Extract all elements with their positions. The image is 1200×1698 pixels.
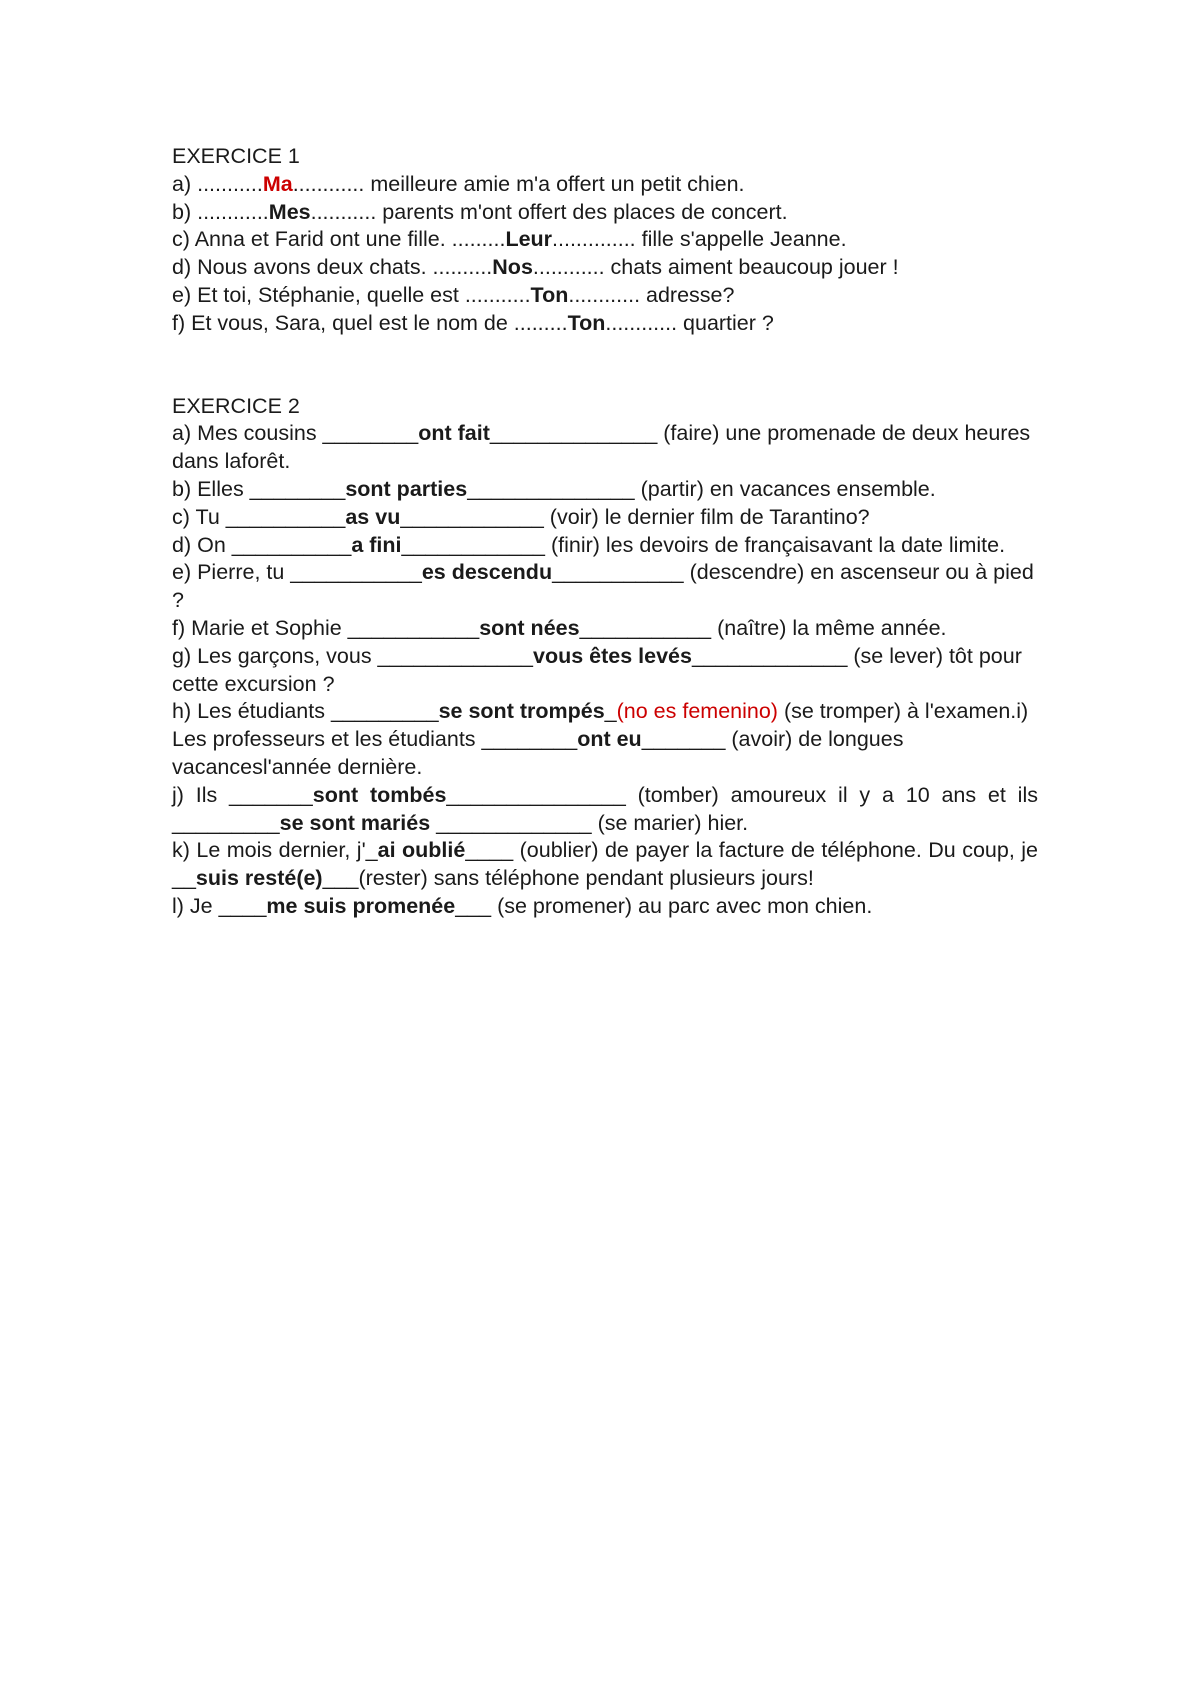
item-answer: Leur (505, 227, 553, 252)
item-answer: ont fait (418, 421, 490, 446)
exercise-1-item-a (172, 171, 1038, 199)
item-text: e) Pierre, tu ___________ (172, 560, 422, 585)
item-answer: ai oublié (377, 838, 466, 863)
item-text: ___________ (descendre) en ascenseur ou à pied ? (172, 560, 1034, 613)
item-text: Et toi, Stéphanie, quelle est ........... (191, 282, 531, 307)
item-label: b) (172, 199, 192, 224)
item-text: ______________ (partir) en vacances ensemble. (467, 476, 936, 501)
exercise-2-title: EXERCICE 2 (172, 393, 300, 418)
item-text: g) Les garçons, vous _____________ (172, 643, 533, 668)
item-text: ............ adresse? (568, 282, 735, 307)
exercise-1-item-c (172, 226, 1038, 254)
exercise-2-item-j (172, 782, 1038, 838)
item-text: (se tromper) à l'examen.i) Les professeurs et les étudiants ________ (172, 699, 1029, 752)
item-text: f) Marie et Sophie ___________ (172, 615, 480, 640)
exercise-1-item-e (172, 282, 1038, 310)
item-text: ______________ (faire) une promenade de deux heures dans laforêt. (172, 421, 1031, 474)
item-text: ___(rester) sans téléphone pendant plusieurs jours! (322, 866, 814, 891)
exercise-2-item-g (172, 643, 1038, 699)
item-text: ........... (191, 171, 263, 196)
item-answer: Nos (492, 255, 533, 280)
exercise-2-item-c (172, 504, 1038, 532)
item-text: Nous avons deux chats. .......... (191, 255, 493, 280)
exercise-2-item-l (172, 893, 1038, 921)
item-label: d) (172, 255, 192, 280)
exercise-2-item-h-i (172, 698, 1038, 781)
item-text: _____________ (se lever) tôt pour cette excursion ? (172, 643, 1022, 696)
item-text: ____________ (voir) le dernier film de Tarantino? (400, 504, 870, 529)
item-text: _____________ (se marier) hier. (430, 810, 749, 835)
item-answer: ont eu (577, 727, 642, 752)
exercise-2-item-f (172, 615, 1038, 643)
item-text: ___________ (naître) la même année. (579, 615, 947, 640)
item-answer: Ton (530, 282, 569, 307)
item-label: e) (172, 282, 192, 307)
item-text: k) Le mois dernier, j'_ (172, 838, 378, 863)
item-text: ............ chats aiment beaucoup jouer ! (532, 255, 899, 280)
item-text: h) Les étudiants _________ (172, 699, 439, 724)
item-answer: me suis promenée (266, 893, 456, 918)
item-answer: as vu (345, 504, 401, 529)
item-answer: suis resté(e) (195, 866, 323, 891)
item-answer: es descendu (421, 560, 553, 585)
item-text: ........... parents m'ont offert des places de concert. (310, 199, 788, 224)
section-spacer (172, 338, 1038, 393)
item-text: ............ quartier ? (605, 310, 774, 335)
item-text: ............ (191, 199, 269, 224)
item-text: j) Ils _______ (172, 782, 313, 807)
item-text: a) Mes cousins ________ (172, 421, 419, 446)
item-label: f) (172, 310, 186, 335)
item-text: d) On __________ (172, 532, 352, 557)
item-text: Anna et Farid ont une fille. ......... (189, 227, 506, 252)
item-answer: sont nées (479, 615, 580, 640)
item-text: l) Je ____ (172, 893, 267, 918)
exercise-1-title: EXERCICE 1 (172, 144, 300, 168)
item-text: ____ (oublier) de payer la facture de téléphone. Du coup, je __ (172, 838, 1038, 891)
exercise-2-item-b (172, 476, 1038, 504)
item-answer: vous êtes levés (533, 643, 692, 668)
item-text: _______________ (tomber) amoureux il y a 10 ans et ils _________ (172, 782, 1038, 835)
item-answer: sont parties (345, 476, 468, 501)
exercise-1-item-f (172, 310, 1038, 338)
item-label: c) (172, 227, 190, 252)
item-text: ___ (se promener) au parc avec mon chien. (455, 893, 873, 918)
item-answer: Ma (262, 171, 293, 196)
item-answer: a fini (351, 532, 402, 557)
item-text: ............ meilleure amie m'a offert un petit chien. (292, 171, 745, 196)
item-text: .............. fille s'appelle Jeanne. (552, 227, 847, 252)
exercise-2-item-k (172, 837, 1038, 893)
item-text: _______ (avoir) de longues vacancesl'année dernière. (172, 727, 904, 779)
exercise-2-item-d (172, 532, 1038, 560)
item-answer: sont tombés (312, 782, 447, 807)
item-text: Et vous, Sara, quel est le nom de ......... (185, 310, 568, 335)
exercise-2-item-a (172, 420, 1038, 476)
item-answer: Ton (567, 310, 606, 335)
exercise-1-item-d (172, 254, 1038, 282)
item-text: b) Elles ________ (172, 476, 346, 501)
document-body (172, 143, 1038, 921)
item-text: _ (604, 699, 617, 724)
item-note: (no es femenino) (616, 699, 778, 724)
item-answer: se sont trompés (438, 699, 605, 724)
item-answer: se sont mariés (279, 810, 431, 835)
item-label: a) (172, 171, 192, 196)
item-text: ____________ (finir) les devoirs de françaisavant la date limite. (401, 532, 1006, 557)
exercise-1-item-b (172, 199, 1038, 227)
item-answer: Mes (268, 199, 311, 224)
exercise-2-item-e (172, 559, 1038, 615)
item-text: c) Tu __________ (172, 504, 346, 529)
